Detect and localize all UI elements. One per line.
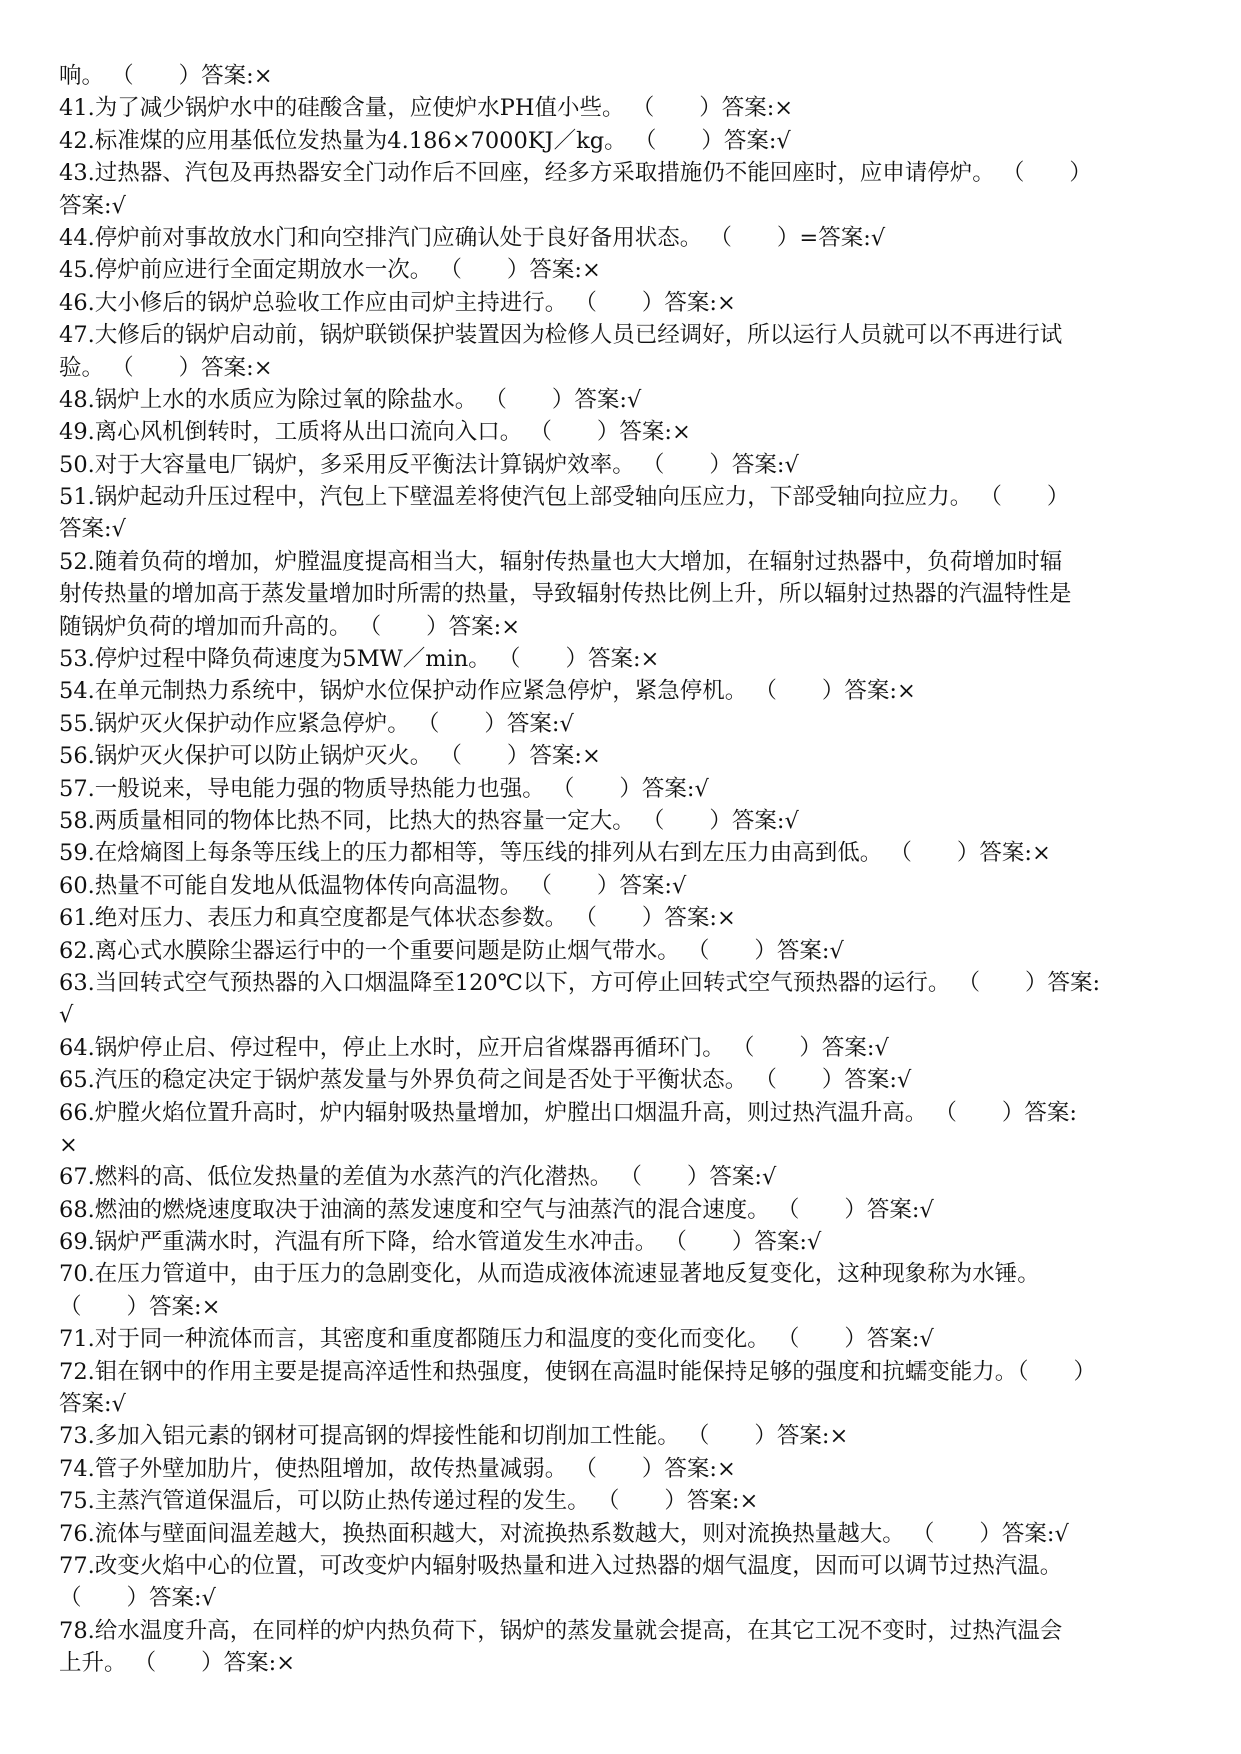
text-line: 76.流体与壁面间温差越大，换热面积越大，对流换热系数越大，则对流换热量越大。 （ ）答案:√: [59, 1520, 1069, 1547]
question-list: [59, 60, 1204, 1680]
text-line: 42.标准煤的应用基低位发热量为4.186×7000KJ／kg。 （ ）答案:√: [59, 127, 791, 154]
text-line: 75.主蒸汽管道保温后，可以防止热传递过程的发生。 （ ）答案:×: [59, 1488, 759, 1515]
text-line: 69.锅炉严重满水时，汽温有所下降，给水管道发生水冲击。 （ ）答案:√: [59, 1229, 822, 1256]
text-line: 答案:√: [59, 1391, 126, 1418]
text-line: 65.汽压的稳定决定于锅炉蒸发量与外界负荷之间是否处于平衡状态。 （ ）答案:√: [59, 1067, 912, 1094]
text-line: 上升。 （ ）答案:×: [59, 1650, 296, 1677]
text-line: 48.锅炉上水的水质应为除过氧的除盐水。 （ ）答案:√: [59, 386, 642, 413]
text-line: 答案:√: [59, 192, 126, 219]
text-line: 46.大小修后的锅炉总验收工作应由司炉主持进行。 （ ）答案:×: [59, 289, 736, 316]
text-line: √: [59, 1002, 74, 1029]
text-line: 60.热量不可能自发地从低温物体传向高温物。 （ ）答案:√: [59, 872, 687, 899]
text-line: 验。 （ ）答案:×: [59, 354, 273, 381]
text-line: 55.锅炉灭火保护动作应紧急停炉。 （ ）答案:√: [59, 710, 574, 737]
text-line: 58.两质量相同的物体比热不同，比热大的热容量一定大。 （ ）答案:√: [59, 807, 799, 834]
text-line: 68.燃油的燃烧速度取决于油滴的蒸发速度和空气与油蒸汽的混合速度。 （ ）答案:√: [59, 1196, 934, 1223]
text-line: 73.多加入铝元素的钢材可提高钢的焊接性能和切削加工性能。 （ ）答案:×: [59, 1423, 849, 1450]
text-line: 45.停炉前应进行全面定期放水一次。 （ ）答案:×: [59, 257, 601, 284]
text-line: 62.离心式水膜除尘器运行中的一个重要问题是防止烟气带水。 （ ）答案:√: [59, 937, 844, 964]
text-line: 射传热量的增加高于蒸发量增加时所需的热量，导致辐射传热比例上升，所以辐射过热器的汽温特性是: [59, 581, 1072, 608]
text-line: 64.锅炉停止启、停过程中，停止上水时，应开启省煤器再循环门。 （ ）答案:√: [59, 1034, 889, 1061]
text-line: 54.在单元制热力系统中，锅炉水位保护动作应紧急停炉，紧急停机。 （ ）答案:×: [59, 678, 916, 705]
text-line: 71.对于同一种流体而言，其密度和重度都随压力和温度的变化而变化。 （ ）答案:√: [59, 1326, 934, 1353]
text-line: 随锅炉负荷的增加而升高的。 （ ）答案:×: [59, 613, 521, 640]
text-line: 56.锅炉灭火保护可以防止锅炉灭火。 （ ）答案:×: [59, 743, 601, 770]
text-line: 41.为了减少锅炉水中的硅酸含量，应使炉水PH值小些。 （ ）答案:×: [59, 95, 794, 122]
text-line: 44.停炉前对事故放水门和向空排汽门应确认处于良好备用状态。 （ ）=答案:√: [59, 224, 886, 251]
text-line: 57.一般说来，导电能力强的物质导热能力也强。 （ ）答案:√: [59, 775, 709, 802]
text-line: 响。 （ ）答案:×: [59, 63, 273, 89]
text-line: 51.锅炉起动升压过程中，汽包上下壁温差将使汽包上部受轴向压应力，下部受轴向拉应力。 （ ）: [59, 484, 1070, 511]
text-line: 50.对于大容量电厂锅炉，多采用反平衡法计算锅炉效率。 （ ）答案:√: [59, 451, 799, 478]
text-line: 72.钼在钢中的作用主要是提高淬适性和热强度，使钢在高温时能保持足够的强度和抗蠕变能力。（ ）: [59, 1358, 1097, 1385]
text-line: ×: [59, 1131, 78, 1158]
text-line: 77.改变火焰中心的位置，可改变炉内辐射吸热量和进入过热器的烟气温度，因而可以调节过热汽温。: [59, 1552, 1063, 1579]
text-line: （ ）答案:√: [59, 1585, 216, 1612]
text-line: 67.燃料的高、低位发热量的差值为水蒸汽的汽化潜热。 （ ）答案:√: [59, 1164, 777, 1191]
text-line: 53.停炉过程中降负荷速度为5MW／min。 （ ）答案:×: [59, 646, 660, 673]
text-line: 答案:√: [59, 516, 126, 543]
text-line: 74.管子外壁加肋片，使热阻增加，故传热量减弱。 （ ）答案:×: [59, 1455, 736, 1482]
text-line: 63.当回转式空气预热器的入口烟温降至120℃以下，方可停止回转式空气预热器的运行。 （ ）答案:: [59, 969, 1101, 996]
text-line: （ ）答案:×: [59, 1293, 221, 1320]
text-line: 70.在压力管道中，由于压力的急剧变化，从而造成液体流速显著地反复变化，这种现象称为水锤。: [59, 1261, 1040, 1288]
text-line: 47.大修后的锅炉启动前，锅炉联锁保护装置因为检修人员已经调好，所以运行人员就可以不再进行试: [59, 322, 1063, 349]
text-line: 78.给水温度升高，在同样的炉内热负荷下，锅炉的蒸发量就会提高，在其它工况不变时，过热汽温会: [59, 1617, 1063, 1644]
text-line: 61.绝对压力、表压力和真空度都是气体状态参数。 （ ）答案:×: [59, 905, 736, 932]
text-line: 59.在焓熵图上每条等压线上的压力都相等，等压线的排列从右到左压力由高到低。 （ ）答案:×: [59, 840, 1051, 867]
text-line: 43.过热器、汽包及再热器安全门动作后不回座，经多方采取措施仍不能回座时，应申请停炉。 （ ）: [59, 160, 1092, 187]
text-line: 66.炉膛火焰位置升高时，炉内辐射吸热量增加，炉膛出口烟温升高，则过热汽温升高。 （ ）答案:: [59, 1099, 1078, 1126]
text-line: 49.离心风机倒转时，工质将从出口流向入口。 （ ）答案:×: [59, 419, 691, 446]
text-line: 52.随着负荷的增加，炉膛温度提高相当大，辐射传热量也大大增加，在辐射过热器中，负荷增加时辐: [59, 548, 1063, 575]
